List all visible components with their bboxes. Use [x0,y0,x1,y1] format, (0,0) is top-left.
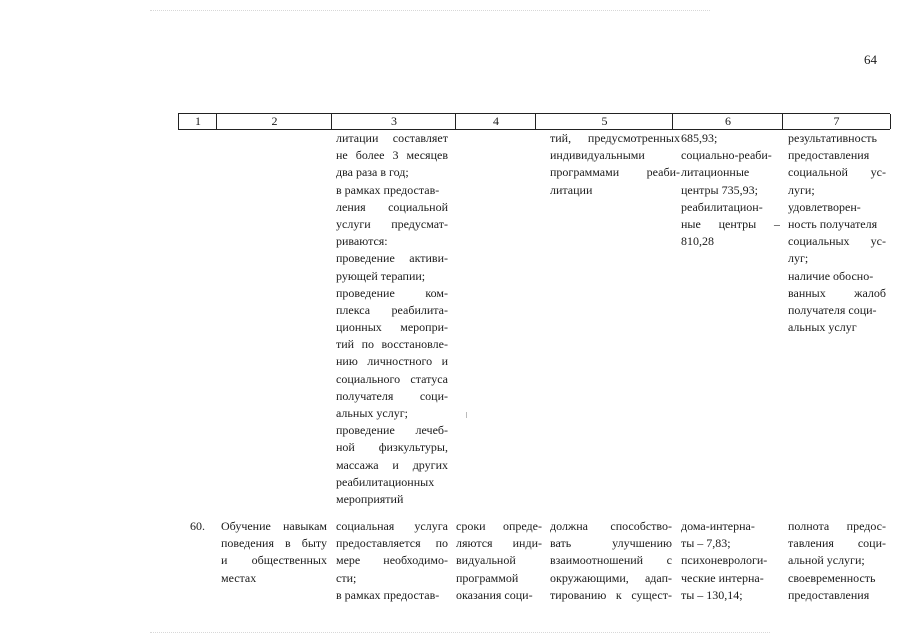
text-line: ческие интерна- [681,570,764,585]
scan-noise-top [150,10,710,13]
text-line: сроки опреде- [456,519,542,533]
text-line: литационные [681,165,750,180]
text-line: 810,28 [681,234,714,249]
row60-col4 [456,518,542,604]
text-line: ты – 130,14; [681,587,743,602]
text-line: результативность [788,131,877,145]
text-line: программами реаби- [550,165,680,180]
row-number: 60. [190,519,205,533]
text-line: литации составляет [336,131,448,145]
header-col-6: 6 [672,114,783,129]
page-number: 64 [864,52,877,67]
row60-col5 [550,518,672,604]
text-line: услуги предусмат- [336,216,448,231]
text-line: ность получателя [788,216,878,231]
text-line: проведение активи- [336,251,448,266]
text-line: литации [550,182,593,197]
continuation-col6 [681,130,780,250]
text-line: получателя соци- [788,302,877,317]
text-line: альных услуг; [336,406,408,420]
continuation-col7 [788,130,886,336]
header-col-4: 4 [455,114,536,129]
text-line: видуальной [456,553,516,568]
text-line: удовлетворен- [788,199,861,214]
text-line: луги; [788,182,815,197]
text-line: плекса реабилита- [336,302,448,317]
text-line: социально-реаби- [681,148,772,163]
text-line: тий, предусмотренных [550,131,680,145]
text-line: местах [221,570,257,585]
text-line: социального статуса [336,371,448,386]
row60-col3 [336,518,448,604]
text-line: дома-интерна- [681,519,755,533]
text-line: проведение ком- [336,285,448,300]
text-line: должна способство- [550,519,672,533]
text-line: альных услуг [788,320,857,335]
text-line: Обучение навыкам [221,519,327,533]
text-line: мере необходимо- [336,553,448,568]
text-line: предоставления [788,148,870,163]
text-line: ционных меропри- [336,320,448,335]
scan-speck [466,412,467,418]
text-line: рующей терапии; [336,268,426,283]
text-line: риваются: [336,234,388,249]
text-line: два раза в год; [336,165,409,180]
text-line: в рамках предостав- [336,587,440,602]
text-line: ты – 7,83; [681,536,731,551]
text-line: массажа и других [336,457,448,472]
text-line: окружающими, адап- [550,570,672,585]
text-line: мероприятий [336,491,404,506]
text-line: социальной ус- [788,165,886,180]
text-line: ляются инди- [456,536,542,551]
text-line: социальных ус- [788,234,886,249]
header-col-2: 2 [216,114,332,129]
text-line: вать улучшению [550,536,672,551]
text-line: психоневрологи- [681,553,768,568]
row60-col6 [681,518,780,604]
header-col-5: 5 [535,114,673,129]
row60-col2 [221,518,327,587]
text-line: наличие обосно- [788,268,874,283]
text-line: луг; [788,251,809,266]
text-line: тированию к сущест- [550,587,672,602]
text-line: нию личностного и [336,354,448,369]
text-line: получателя соци- [336,388,448,403]
header-col-3: 3 [331,114,456,129]
text-line: не более 3 месяцев [336,148,448,163]
text-line: и общественных [221,553,327,568]
text-line: ной физкультуры, [336,440,448,455]
text-line: в рамках предостав- [336,182,440,197]
header-col-7: 7 [782,114,891,129]
text-line: индивидуальными [550,148,645,163]
scan-noise-bottom [150,632,770,635]
text-line: альной услуги; [788,553,865,568]
text-line: программой [456,570,519,585]
text-line: ные центры – [681,216,780,231]
text-line: сти; [336,570,357,585]
text-line: реабилитационных [336,474,435,489]
text-line: своевременность [788,570,876,585]
header-col-1: 1 [178,114,217,129]
text-line: поведения в быту [221,536,327,551]
text-line: полнота предос- [788,519,886,533]
text-line: 685,93; [681,131,718,145]
text-line: реабилитацион- [681,199,763,214]
text-line: предоставляется по [336,536,448,551]
text-line: ванных жалоб [788,285,886,300]
text-line: проведение лечеб- [336,423,448,438]
table-header-row [178,113,890,130]
text-line: оказания соци- [456,587,533,602]
text-line: тавления соци- [788,536,886,551]
text-line: предоставления [788,587,870,602]
continuation-col5 [550,130,680,199]
text-line: ления социальной [336,199,448,214]
text-line: социальная услуга [336,519,448,533]
text-line: центры 735,93; [681,182,758,197]
continuation-col3 [336,130,448,508]
row60-col7 [788,518,886,604]
text-line: тий по восстановле- [336,337,448,352]
text-line: взаимоотношений с [550,553,672,568]
